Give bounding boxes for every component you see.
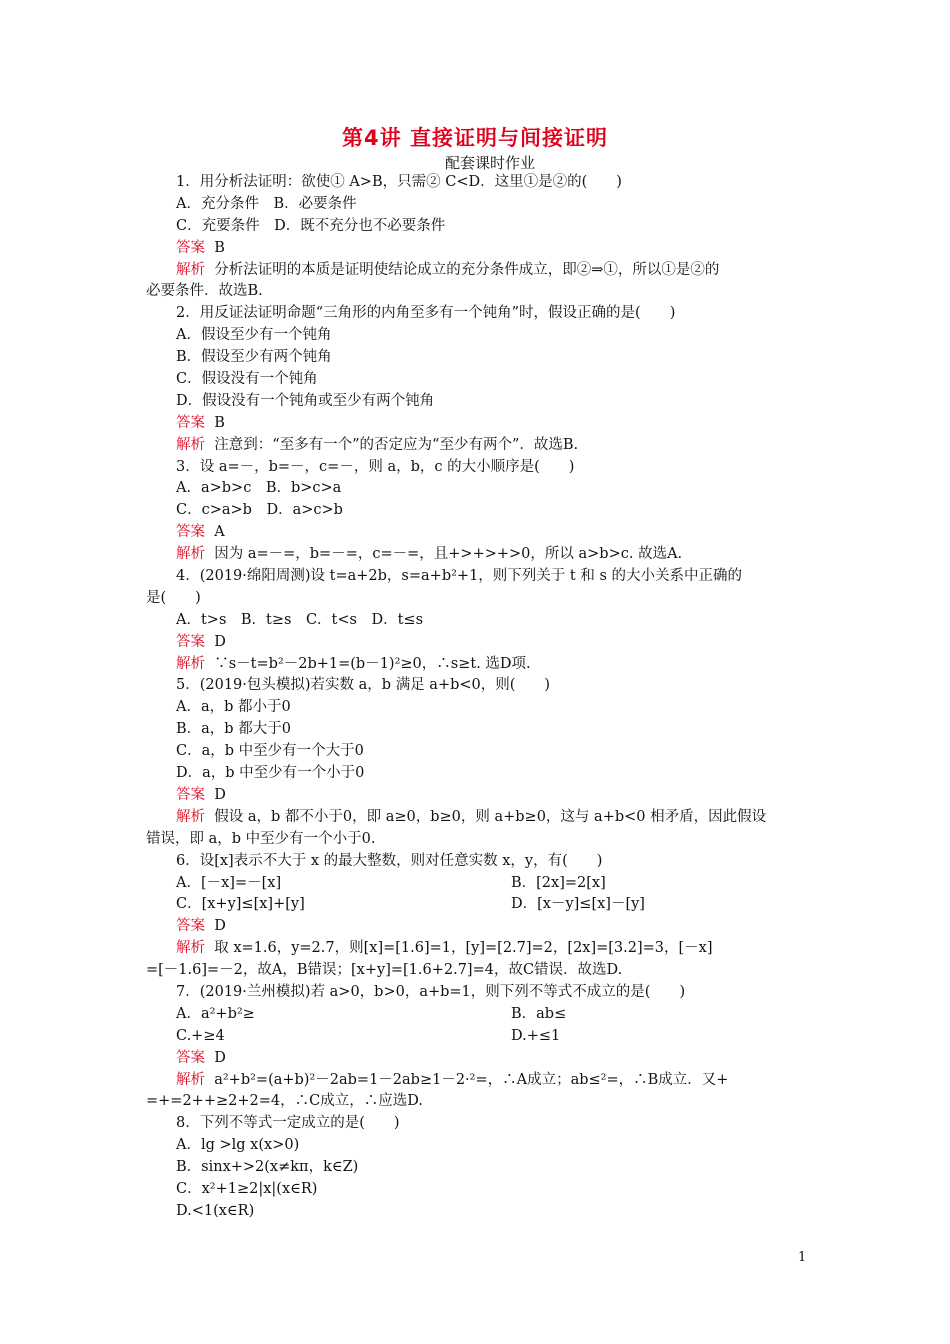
analysis-label: 解析	[176, 546, 205, 563]
q2-option-c: C．假设没有一个钝角	[176, 371, 318, 388]
analysis-text: 注意到：“至多有一个”的否定应为“至少有两个”．故选B.	[214, 436, 579, 453]
q3-stem: 3．设 a=－，b=－，c=－，则 a，b，c 的大小顺序是( )	[176, 458, 575, 475]
q5-option-b: B．a，b 都大于0	[176, 721, 291, 738]
analysis-text: 分析法证明的本质是证明使结论成立的充分条件成立，即②⇒①，所以①是②的	[214, 261, 720, 278]
q6-option-a: A．[－x]=－[x]	[176, 874, 282, 891]
q4-stem: 4．(2019·绵阳周测)设 t=a+2b，s=a+b²+1，则下列关于 t 和 s 的大小关系中正确的	[176, 568, 742, 585]
answer-label: 答案	[176, 633, 205, 650]
q7-answer	[146, 1048, 811, 1070]
q2-stem: 2．用反证法证明命题“三角形的内角至多有一个钝角”时，假设正确的是( )	[176, 305, 676, 322]
answer-label: 答案	[176, 786, 205, 803]
q7-options-row1	[146, 1004, 811, 1026]
q5-analysis	[146, 807, 811, 829]
analysis-label: 解析	[176, 436, 205, 453]
answer-value: B	[214, 414, 225, 431]
q8-option-d: D.<1(x∈R)	[176, 1202, 255, 1219]
answer-value: D	[214, 918, 226, 935]
q1-options-cd: C．充要条件 D．既不充分也不必要条件	[176, 217, 446, 234]
q2-option-b: B．假设至少有两个钝角	[176, 349, 332, 366]
q6-options-row2	[146, 894, 811, 916]
q2-option-a: A．假设至少有一个钝角	[176, 327, 332, 344]
answer-value: D	[214, 1049, 226, 1066]
analysis-text: 假设 a，b 都不小于0，即 a≥0，b≥0，则 a+b≥0，这与 a+b<0 相矛盾，因此假设	[214, 808, 767, 825]
q5-option-d: D．a，b 中至少有一个小于0	[176, 765, 365, 782]
q6-option-c: C．[x+y]≤[x]+[y]	[176, 896, 305, 913]
q5-analysis-cont: 错误，即 a，b 中至少有一个小于0.	[146, 830, 376, 847]
answer-label: 答案	[176, 524, 205, 541]
document-body	[146, 172, 811, 1223]
answer-value: D	[214, 786, 226, 803]
q4-analysis	[146, 654, 811, 676]
answer-label: 答案	[176, 414, 205, 431]
q7-analysis	[146, 1070, 811, 1092]
q2-option-d: D．假设没有一个钝角或至少有两个钝角	[176, 392, 435, 409]
q3-options-ab: A．a>b>c B．b>c>a	[176, 480, 342, 497]
answer-label: 答案	[176, 1049, 205, 1066]
q1-analysis	[146, 260, 811, 282]
q6-options-row1	[146, 873, 811, 895]
q7-options-row2	[146, 1026, 811, 1048]
q5-stem: 5．(2019·包头模拟)若实数 a，b 满足 a+b<0，则( )	[176, 677, 551, 694]
q7-option-b: B．ab≤	[511, 1005, 567, 1022]
q7-stem: 7．(2019·兰州模拟)若 a>0，b>0，a+b=1，则下列不等式不成立的是( )	[176, 983, 686, 1000]
q8-option-b: B．sinx+>2(x≠kπ，k∈Z)	[176, 1159, 359, 1176]
q6-analysis	[146, 938, 811, 960]
answer-value: A	[214, 524, 225, 541]
answer-value: D	[214, 633, 226, 650]
q6-option-b: B．[2x]=2[x]	[511, 874, 606, 891]
q3-analysis	[146, 544, 811, 566]
analysis-label: 解析	[176, 261, 205, 278]
q7-option-c: C.+≥4	[176, 1027, 225, 1044]
q6-analysis-cont: =[－1.6]=－2，故A，B错误；[x+y]=[1.6+2.7]=4，故C错误．故选D.	[146, 962, 623, 979]
q6-stem: 6．设[x]表示不大于 x 的最大整数，则对任意实数 x，y，有( )	[176, 852, 603, 869]
q4-stem-cont: 是( )	[146, 589, 201, 606]
q3-answer	[146, 522, 811, 544]
q5-option-a: A．a，b 都小于0	[176, 699, 291, 716]
answer-value: B	[214, 239, 225, 256]
analysis-label: 解析	[176, 940, 205, 957]
q2-answer	[146, 413, 811, 435]
q1-stem: 1．用分析法证明：欲使① A>B，只需② C<D．这里①是②的( )	[176, 174, 622, 190]
q1-analysis-cont: 必要条件．故选B.	[146, 283, 263, 300]
analysis-text: 取 x=1.6，y=2.7，则[x]=[1.6]=1，[y]=[2.7]=2，[2x]=[3.2]=3，[－x]	[214, 940, 713, 957]
answer-label: 答案	[176, 918, 205, 935]
analysis-label: 解析	[176, 1071, 205, 1088]
page-subtitle: 配套课时作业	[444, 154, 535, 172]
q8-option-c: C．x²+1≥2|x|(x∈R)	[176, 1180, 318, 1197]
q3-options-cd: C．c>a>b D．a>c>b	[176, 502, 343, 519]
q7-option-a: A．a²+b²≥	[176, 1005, 255, 1022]
q7-option-d: D.+≤1	[511, 1027, 561, 1044]
page-title: 第4讲 直接证明与间接证明	[342, 126, 608, 150]
q1-options-ab: A．充分条件 B．必要条件	[176, 195, 357, 212]
analysis-text: a²+b²=(a+b)²－2ab=1－2ab≥1－2·²=，∴A成立；ab≤²=，∴B成立．又+	[214, 1071, 729, 1088]
q5-option-c: C．a，b 中至少有一个大于0	[176, 743, 364, 760]
q1-answer	[146, 238, 811, 260]
q7-analysis-cont: =+=2++≥2+2=4，∴C成立，∴应选D.	[146, 1093, 423, 1110]
analysis-label: 解析	[176, 808, 205, 825]
q4-options: A．t>s B．t≥s C．t<s D．t≤s	[176, 611, 424, 628]
analysis-text: ∵s－t=b²－2b+1=(b－1)²≥0，∴s≥t. 选D项.	[214, 655, 531, 672]
analysis-text: 因为 a=－=，b=－=，c=－=，且+>+>+>0，所以 a>b>c. 故选A.	[214, 546, 683, 563]
analysis-label: 解析	[176, 655, 205, 672]
q8-option-a: A．lg >lg x(x>0)	[176, 1137, 300, 1154]
answer-label: 答案	[176, 239, 205, 256]
q4-answer	[146, 632, 811, 654]
q6-answer	[146, 916, 811, 938]
q6-option-d: D．[x－y]≤[x]－[y]	[511, 896, 645, 913]
q2-analysis	[146, 435, 811, 457]
q5-answer	[146, 785, 811, 807]
page-number: 1	[798, 1250, 807, 1265]
q8-stem: 8．下列不等式一定成立的是( )	[176, 1115, 400, 1132]
